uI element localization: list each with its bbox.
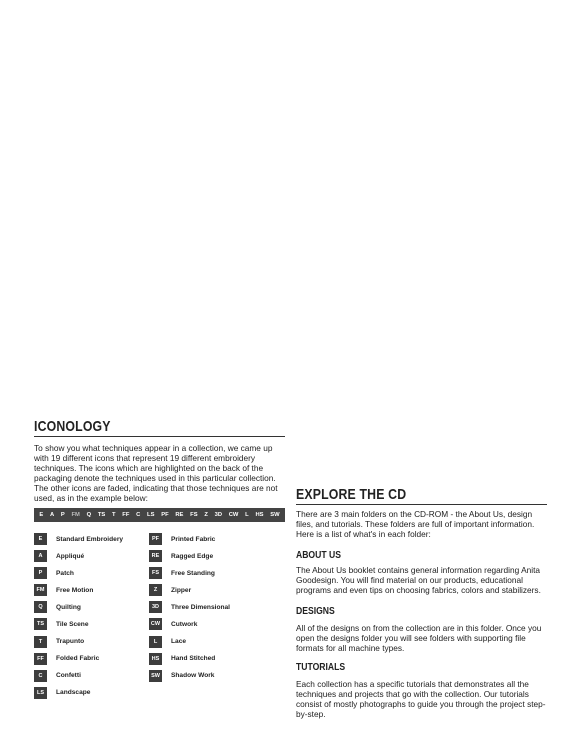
strip-icon-q: Q (86, 512, 92, 518)
legend-label: Standard Embroidery (56, 535, 124, 543)
legend-label: Ragged Edge (171, 552, 214, 560)
legend-item-t (34, 636, 123, 648)
legend-item-hs (149, 653, 230, 665)
about-us-text: The About Us booklet contains general information regarding Anita Goodesign. You will find material on our products, educational programs and even tips on choosing fabrics, colors and stabilizers. (296, 565, 541, 595)
legend-item-re (149, 550, 230, 562)
strip-icon-fs: FS (190, 512, 198, 518)
strip-icon-ff: FF (122, 512, 130, 518)
strip-icon-fm: FM (71, 512, 80, 518)
strip-icon-a: A (49, 512, 55, 518)
legend-label: Trapunto (56, 638, 85, 646)
technique-icon-strip (34, 508, 285, 522)
strip-icon-hs: HS (255, 512, 264, 518)
strip-icon-re: RE (175, 512, 184, 518)
technique-fs-icon: FS (149, 567, 162, 579)
strip-icon-e: E (39, 512, 44, 518)
legend-item-p (34, 567, 123, 579)
iconology-heading: ICONOLOGY (34, 418, 111, 435)
legend-item-e (34, 533, 123, 545)
strip-icon-l: L (245, 512, 249, 518)
legend-label: Tile Scene (56, 620, 89, 628)
strip-icon-z: Z (204, 512, 208, 518)
legend-item-fm (34, 584, 123, 596)
technique-t-icon: T (34, 636, 47, 648)
explore-intro: There are 3 main folders on the CD-ROM - the About Us, design files, and tutorials. These folders are full of important information. Here is a list of what's in each folder: (296, 509, 535, 539)
strip-icon-p: P (60, 512, 65, 518)
legend-item-ts (34, 618, 123, 630)
legend-label: Zipper (171, 586, 192, 594)
legend-label: Landscape (56, 689, 91, 697)
strip-icon-pf: PF (161, 512, 169, 518)
legend-label: Three Dimensional (171, 603, 230, 611)
technique-ls-icon: LS (34, 687, 47, 699)
legend-label: Lace (171, 638, 187, 646)
legend-label: Appliqué (56, 552, 85, 560)
legend-item-pf (149, 533, 230, 545)
technique-fm-icon: FM (34, 584, 47, 596)
strip-icon-3d: 3D (214, 512, 223, 518)
technique-3d-icon: 3D (149, 601, 162, 613)
strip-icon-cw: CW (228, 512, 239, 518)
legend-label: Printed Fabric (171, 535, 216, 543)
legend-item-ff (34, 653, 123, 665)
legend-item-a (34, 550, 123, 562)
legend-label: Hand Stitched (171, 655, 216, 663)
technique-a-icon: A (34, 550, 47, 562)
legend-label: Folded Fabric (56, 655, 100, 663)
technique-p-icon: P (34, 567, 47, 579)
technique-sw-icon: SW (149, 670, 162, 682)
technique-cw-icon: CW (149, 618, 162, 630)
legend-item-cw (149, 618, 230, 630)
legend-item-3d (149, 601, 230, 613)
strip-icon-sw: SW (270, 512, 280, 518)
strip-icon-ls: LS (147, 512, 155, 518)
designs-text: All of the designs on from the collection are in this folder. Once you open the designs folder you will see folders with supporting file formats for all machine types. (296, 623, 542, 653)
technique-q-icon: Q (34, 601, 47, 613)
legend-item-q (34, 601, 123, 613)
strip-icon-t: T (112, 512, 116, 518)
legend-label: Patch (56, 569, 74, 577)
designs-heading: DESIGNS (296, 605, 335, 617)
legend-item-l (149, 636, 230, 648)
legend-right-column (149, 533, 230, 687)
technique-c-icon: C (34, 670, 47, 682)
legend-item-c (34, 670, 123, 682)
iconology-rule (34, 436, 285, 437)
legend-label: Cutwork (171, 620, 198, 628)
legend-left-column (34, 533, 123, 704)
about-us-heading: ABOUT US (296, 549, 341, 561)
legend-label: Free Motion (56, 586, 94, 594)
legend-label: Shadow Work (171, 672, 215, 680)
technique-l-icon: L (149, 636, 162, 648)
iconology-intro: To show you what techniques appear in a collection, we came up with 19 different icons that represent 19 different embroidery techniques. The icons which are highlighted on the back of the packaging denote the techniques used in this particular collection. The other icons are faded, indicating that those techniques are not used, as in the example below: (34, 443, 278, 503)
technique-hs-icon: HS (149, 653, 162, 665)
legend-label: Free Standing (171, 569, 215, 577)
technique-z-icon: Z (149, 584, 162, 596)
tutorials-heading: TUTORIALS (296, 661, 346, 673)
technique-re-icon: RE (149, 550, 162, 562)
strip-icon-ts: TS (97, 512, 106, 518)
explore-heading: EXPLORE THE CD (296, 486, 407, 503)
legend-item-fs (149, 567, 230, 579)
tutorials-text: Each collection has a specific tutorials that demonstrates all the techniques and projects that go with the collection. Our tutorials consist of mostly photographs to guide you through the project step-by-step. (296, 679, 546, 719)
explore-rule (296, 504, 547, 505)
legend-label: Confetti (56, 672, 81, 680)
technique-ts-icon: TS (34, 618, 47, 630)
legend-label: Quilting (56, 603, 81, 611)
technique-pf-icon: PF (149, 533, 162, 545)
legend-item-ls (34, 687, 123, 699)
strip-icon-c: C (136, 512, 141, 518)
legend-item-sw (149, 670, 230, 682)
legend-item-z (149, 584, 230, 596)
technique-e-icon: E (34, 533, 47, 545)
technique-ff-icon: FF (34, 653, 47, 665)
